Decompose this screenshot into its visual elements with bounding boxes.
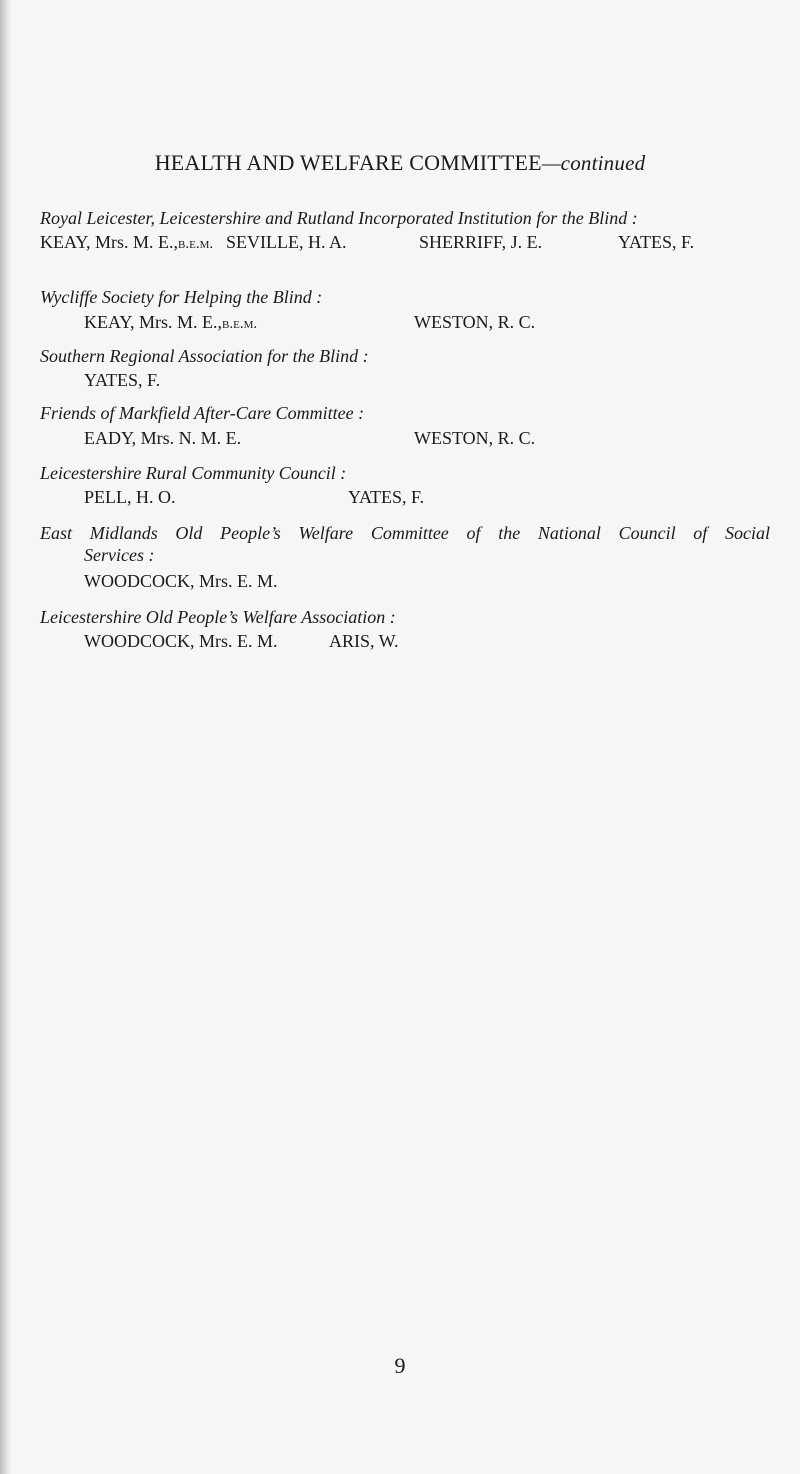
member-name: YATES, F. — [348, 487, 425, 507]
page-number: 9 — [394, 1353, 406, 1378]
org-rural-community: Leicestershire Rural Community Council : — [40, 463, 347, 483]
member-name: PELL, H. O. — [84, 487, 176, 507]
heading-main: HEALTH AND WELFARE COMMITTEE — [154, 150, 542, 175]
member-name: EADY, Mrs. N. M. E. — [84, 428, 242, 448]
members-markfield — [84, 427, 535, 449]
members-east-midlands — [84, 570, 278, 592]
members-rural-community — [84, 486, 424, 508]
members-old-peoples-welfare — [84, 630, 399, 652]
member-name: YATES, F. — [618, 232, 695, 252]
members-wycliffe — [84, 311, 535, 335]
member-name: WESTON, R. C. — [414, 312, 536, 332]
member-name: WOODCOCK, Mrs. E. M. — [84, 631, 278, 651]
member-name: ARIS, W. — [329, 631, 399, 651]
page-heading — [0, 150, 800, 176]
members-southern-regional — [84, 369, 160, 391]
org-markfield: Friends of Markfield After-Care Committee : — [40, 403, 365, 423]
org-east-midlands: East Midlands Old People’s Welfare Committee of the National Council of Social — [40, 523, 770, 543]
members-royal-leicester — [40, 231, 694, 255]
member-name: YATES, F. — [84, 370, 161, 390]
member-name: SEVILLE, H. A. — [226, 232, 347, 252]
member-name: SHERRIFF, J. E. — [419, 232, 543, 252]
member-name: WOODCOCK, Mrs. E. M. — [84, 571, 278, 591]
org-southern-regional: Southern Regional Association for the Blind : — [40, 346, 369, 366]
member-name: WESTON, R. C. — [414, 428, 536, 448]
org-wycliffe: Wycliffe Society for Helping the Blind : — [40, 287, 323, 307]
org-old-peoples-welfare: Leicestershire Old People’s Welfare Association : — [40, 607, 396, 627]
page-edge-shadow — [0, 0, 12, 1474]
member-name: KEAY, Mrs. M. E.,b.e.m. — [40, 232, 214, 252]
org-royal-leicester: Royal Leicester, Leicestershire and Rutland Incorporated Institution for the Blind : — [40, 208, 638, 228]
heading-continued: —continued — [541, 151, 646, 175]
org-east-midlands-cont: Services : — [84, 545, 155, 565]
member-name: KEAY, Mrs. M. E.,b.e.m. — [84, 312, 258, 332]
